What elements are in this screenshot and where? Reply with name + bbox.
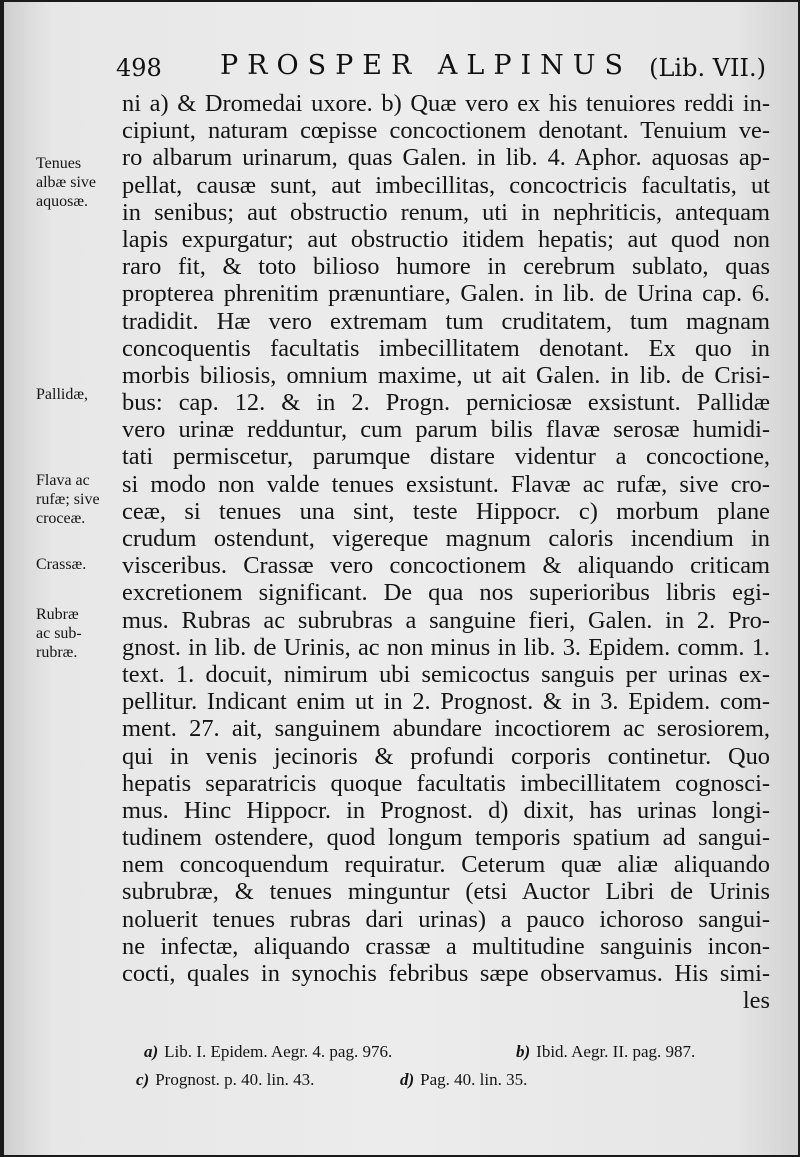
text-line: lapis expurgatur; aut obstructio itidem hepatis; aut quod non [122, 225, 770, 253]
text-line: tradidit. Hæ vero extremam tum cruditatem, tum magnam [122, 307, 770, 335]
footnote-row [136, 1070, 766, 1098]
footnote-marker: c) [136, 1070, 150, 1089]
text-line: qui in venis jecinoris & profundi corporis continetur. Quo [122, 742, 770, 770]
footnote-text: Ibid. Aegr. II. pag. 987. [536, 1042, 696, 1061]
footnote-marker: d) [400, 1070, 415, 1089]
page-number: 498 [116, 54, 162, 82]
footnote-d [400, 1070, 527, 1090]
text-line: pellitur. Indicant enim ut in 2. Prognost. & in 3. Epidem. com- [122, 688, 770, 716]
footnotes [136, 1042, 766, 1098]
margin-line: Rubræ [36, 606, 79, 623]
book-page [4, 2, 798, 1155]
text-line: noluerit tenues rubras dari urinas) a pauco ichoroso sangui- [122, 905, 770, 933]
text-line: bus: cap. 12. & in 2. Progn. perniciosæ exsistunt. Pallidæ [122, 389, 770, 417]
margin-line: rufæ; sive [36, 491, 100, 508]
text-line: pellat, causæ sunt, aut imbecillitas, concoctricis facultatis, ut [122, 171, 770, 199]
text-line: ceæ, si tenues una sint, teste Hippocr. c) morbum plane [122, 497, 770, 525]
text-line: gnost. in lib. de Urinis, ac non minus in lib. 3. Epidem. comm. 1. [122, 633, 770, 661]
text-line: concoquentis facultatis imbecillitatem denotant. Ex quo in [122, 334, 770, 362]
footnote-text: Lib. I. Epidem. Aegr. 4. pag. 976. [164, 1042, 393, 1061]
text-line: propterea phrenitim prænuntiare, Galen. in lib. de Urina cap. 6. [122, 280, 770, 308]
footnote-text: Pag. 40. lin. 35. [420, 1070, 528, 1089]
margin-note-flavae [36, 471, 120, 528]
text-line: hepatis separatricis quoque facultatis imbecillitatem cognosci- [122, 769, 770, 797]
margin-line: Pallidæ, [36, 386, 89, 403]
margin-line: croceæ. [36, 510, 86, 527]
footnote-marker: b) [516, 1042, 531, 1061]
text-line: subrubræ, & tenues minguntur (etsi Auctor Libri de Urinis [122, 878, 770, 906]
text-line: tati permiscetur, parumque distare videntur a concoctione, [122, 443, 770, 471]
text-line: text. 1. docuit, nimirum ubi semicoctus sanguis per urinas ex- [122, 660, 770, 688]
text-line: vero urinæ redduntur, cum parum bilis flavæ serosæ humidi- [122, 416, 770, 444]
footnote-b [516, 1042, 695, 1062]
text-line: si modo non valde tenues exsistunt. Flavæ ac rufæ, sive cro- [122, 470, 770, 498]
text-line: tudinem ostendere, quod longum temporis spatium ad sangui- [122, 824, 770, 852]
book-reference: (Lib. VII.) [649, 54, 766, 82]
text-line: in senibus; aut obstructio renum, uti in nephriticis, antequam [122, 198, 770, 226]
text-line: ro albarum urinarum, quas Galen. in lib. 4. Aphor. aquosas ap- [122, 144, 770, 172]
running-title: PROSPER ALPINUS [220, 50, 633, 81]
text-line: nem concoquendum requiratur. Ceterum quæ aliæ aliquando [122, 851, 770, 879]
text-line: morbis biliosis, omnium maxime, ut ait Galen. in lib. de Crisi- [122, 361, 770, 389]
footnote-a [144, 1042, 392, 1062]
text-line: visceribus. Crassæ vero concoctionem & aliquando criticam [122, 552, 770, 580]
margin-line: rubræ. [36, 644, 78, 661]
text-line: ment. 27. ait, sanguinem abundare incoctiorem ac serosiorem, [122, 715, 770, 743]
margin-line: albæ sive [36, 174, 96, 191]
footnote-row [144, 1042, 766, 1070]
text-line: cipiunt, naturam cœpisse concoctionem denotant. Tenuium ve- [122, 117, 770, 145]
margin-line: Flava ac [36, 472, 90, 489]
body-text [122, 90, 770, 1014]
text-line: ni a) & Dromedai uxore. b) Quæ vero ex his tenuiores reddi in- [122, 90, 770, 117]
margin-line: Crassæ. [36, 556, 87, 573]
margin-note-crassae [36, 555, 120, 574]
text-line: cocti, quales in synochis febribus sæpe observamus. His simi- [122, 960, 770, 987]
text-line: excretionem significant. De qua nos superioribus libris egi- [122, 579, 770, 607]
page-header [116, 50, 766, 84]
footnote-marker: a) [144, 1042, 159, 1061]
catchword: les [742, 987, 770, 1015]
margin-line: ac sub- [36, 625, 82, 642]
margin-note-pallidae [36, 385, 120, 404]
text-line: crudum ostendunt, vigereque magnum caloris incendium in [122, 525, 770, 552]
margin-line: Tenues [36, 155, 82, 172]
margin-note-rubrae [36, 605, 120, 662]
footnote-c [136, 1070, 314, 1090]
text-line: mus. Hinc Hippocr. in Prognost. d) dixit, has urinas longi- [122, 796, 770, 824]
text-line: raro fit, & toto bilioso humore in cerebrum sublato, quas [122, 253, 770, 281]
margin-line: aquosæ. [36, 193, 88, 210]
margin-note-tenues [36, 154, 120, 211]
footnote-text: Prognost. p. 40. lin. 43. [155, 1070, 315, 1089]
text-line: mus. Rubras ac subrubras a sanguine fieri, Galen. in 2. Pro- [122, 606, 770, 634]
text-line: ne infectæ, aliquando crassæ a multitudine sanguinis incon- [122, 932, 770, 960]
